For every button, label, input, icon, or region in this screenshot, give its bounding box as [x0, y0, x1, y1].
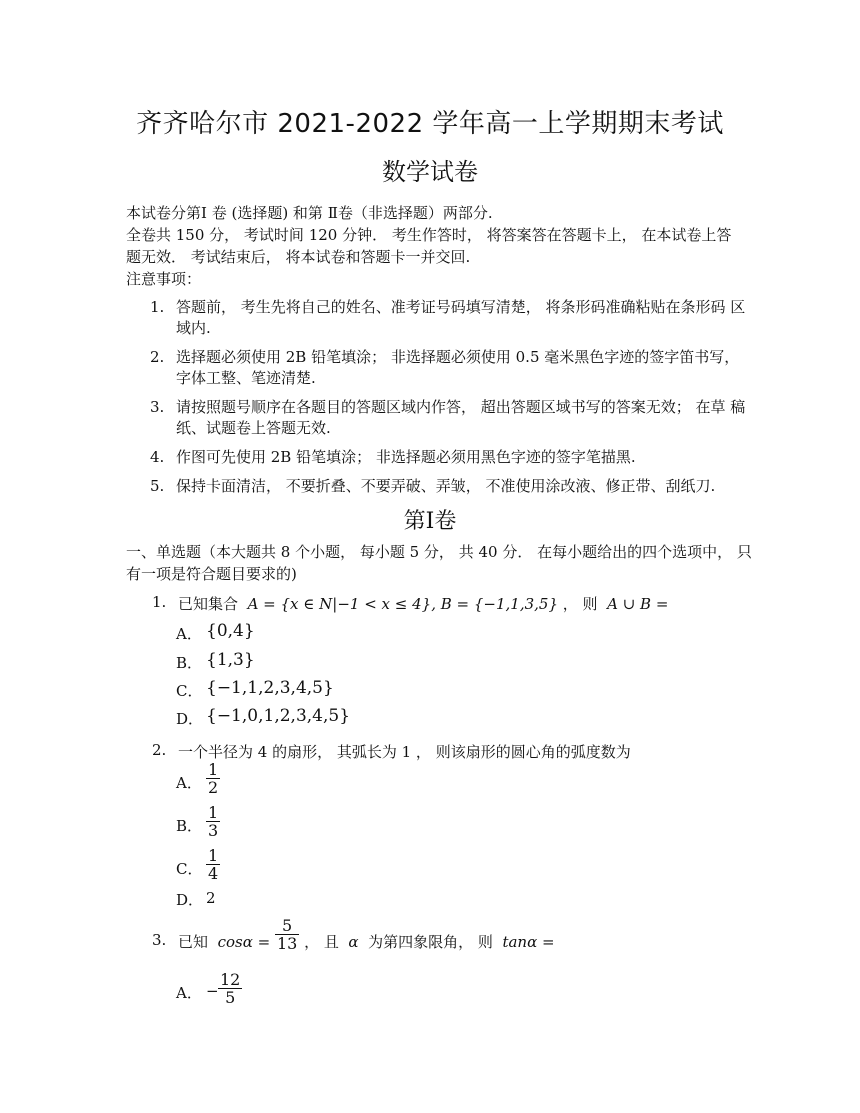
fraction [206, 761, 220, 796]
fraction [206, 804, 220, 839]
note-text: 请按照题号顺序在各题目的答题区域内作答， 超出答题区域书写的答案无效； 在草 稿纸、试题卷上答题无效. [176, 398, 746, 437]
tan-expression: tanα = [502, 933, 555, 951]
option-label: B． [176, 817, 203, 835]
union-expression: A ∪ B = [607, 595, 669, 613]
note-text: 作图可先使用 2B 铅笔填涂； 非选择题必须用黑色字迹的签字笔描黑. [176, 448, 636, 466]
option-label: C． [176, 682, 203, 700]
stem-middle: ， 且 [304, 933, 339, 951]
exam-subtitle: 数学试卷 [382, 158, 478, 186]
option-value: {−1,1,2,3,4,5} [206, 678, 334, 698]
stem-suffix: ， 则 [562, 595, 598, 613]
question-stem: 一个半径为 4 的扇形， 其弧长为 1 ， 则该扇形的圆心角的弧度数为 [178, 743, 631, 761]
set-formula: A = {x ∈ N|−1 < x ≤ 4}, B = {−1,1,3,5} [247, 595, 558, 613]
note-number: 1. [150, 298, 165, 316]
question-stem [178, 593, 668, 614]
note-item [150, 397, 750, 439]
option-value: {1,3} [206, 650, 255, 670]
cos-expression: cosα = [217, 933, 271, 951]
stem-tail: 为第四象限角， 则 [368, 933, 493, 951]
question-number: 2. [152, 741, 167, 759]
option-value: 2 [206, 889, 216, 907]
note-number: 2. [150, 348, 165, 366]
fraction [206, 847, 220, 882]
numerator: 12 [220, 970, 241, 989]
note-text: 选择题必须使用 2B 铅笔填涂； 非选择题必须使用 0.5 毫米黑色字迹的签字笛书写， 字体工整、笔迹清楚. [176, 348, 740, 387]
denominator: 5 [218, 988, 242, 1006]
note-number: 4. [150, 448, 165, 466]
note-item [150, 476, 750, 497]
intro-block [126, 202, 746, 290]
option-value: {−1,0,1,2,3,4,5} [206, 706, 351, 726]
numerator: 5 [282, 915, 293, 935]
question-number: 1. [152, 593, 167, 611]
section-title: 第Ⅰ卷 [403, 509, 457, 534]
minus-sign: − [206, 982, 219, 1000]
exam-title: 齐齐哈尔市 2021-2022 学年高一上学期期末考试 [136, 109, 724, 139]
note-text: 答题前， 考生先将自己的姓名、准考证号码填写清楚， 将条形码准确粘贴在条形码 区域内. [176, 298, 746, 337]
option-label: D． [176, 891, 204, 909]
option-label: A． [176, 625, 202, 643]
denominator: 3 [208, 821, 219, 840]
notes-list [150, 297, 750, 505]
denominator: 13 [276, 933, 298, 953]
fraction [275, 917, 299, 952]
fraction [218, 971, 242, 1006]
option-label: A． [176, 774, 202, 792]
part-heading: 一、单选题（本大题共 8 个小题， 每小题 5 分， 共 40 分． 在每小题给出的四个选项中， 只有一项是符合题目要求的) [126, 543, 752, 583]
stem-prefix: 已知集合 [178, 595, 239, 613]
stem-prefix: 已知 [178, 933, 209, 951]
note-number: 5. [150, 477, 165, 495]
note-item [150, 297, 750, 339]
question-number: 3. [152, 931, 167, 949]
option-label: D． [176, 710, 204, 728]
note-item [150, 347, 750, 389]
numerator: 1 [208, 803, 219, 822]
option-label: A． [176, 984, 202, 1002]
denominator: 2 [208, 778, 219, 797]
option-value: {0,4} [206, 621, 255, 641]
option-label: B． [176, 654, 203, 672]
denominator: 4 [208, 864, 219, 883]
numerator: 1 [208, 846, 219, 865]
note-text: 保持卡面清洁， 不要折叠、不要弄破、弄皱， 不准使用涂改液、修正带、刮纸刀. [176, 477, 716, 495]
note-number: 3. [150, 398, 165, 416]
intro-line-3: 注意事项： [126, 270, 202, 288]
alpha-symbol: α [348, 933, 359, 951]
option-label: C． [176, 860, 203, 878]
numerator: 1 [208, 760, 219, 779]
intro-line-1: 本试卷分第Ⅰ 卷 (选择题) 和第 Ⅱ卷（非选择题）两部分. [126, 204, 493, 222]
note-item [150, 447, 750, 468]
question-stem [178, 915, 555, 953]
intro-line-2: 全卷共 150 分， 考试时间 120 分钟． 考生作答时， 将答案答在答题卡上， 在本试卷上答题无效． 考试结束后， 将本试卷和答题卡一并交回. [126, 226, 732, 266]
